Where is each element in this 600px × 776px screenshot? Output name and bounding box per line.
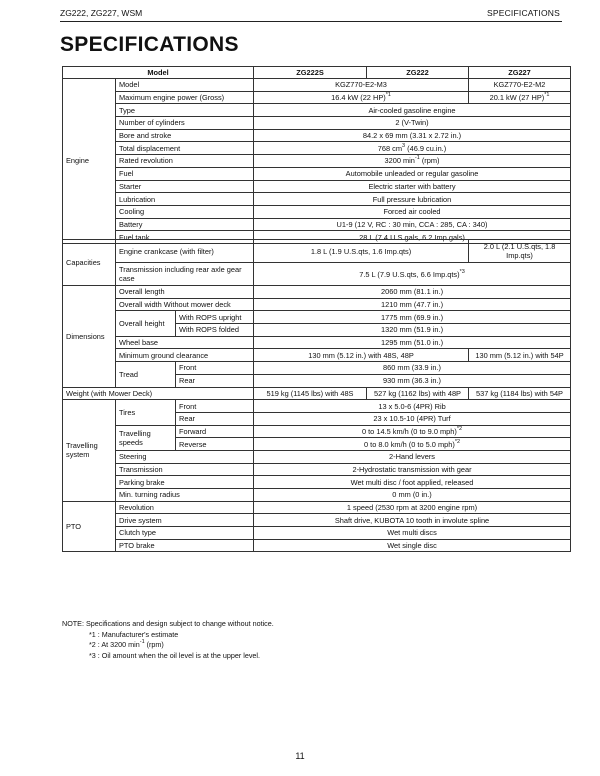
cell-value: 2-Hydrostatic transmission with gear: [254, 463, 571, 476]
table-row: [63, 129, 571, 142]
row-label: Tires: [116, 400, 176, 425]
header-model: Model: [63, 67, 254, 79]
table-row: [63, 79, 571, 92]
cell-value: Electric starter with battery: [254, 180, 571, 193]
row-label: Tread: [116, 362, 176, 387]
cell-value: 537 kg (1184 lbs) with 54P: [469, 387, 571, 400]
row-sublabel: Rear: [176, 412, 254, 425]
cell-value: 0 to 14.5 km/h (0 to 9.0 mph)$^{*2}$: [254, 425, 571, 438]
note-intro: NOTE: Specifications and design subject to change without notice.: [62, 619, 274, 628]
row-label: Transmission including rear axle gear case: [116, 263, 254, 286]
table-row: [63, 180, 571, 193]
table-row: [63, 193, 571, 206]
page-title: SPECIFICATIONS: [60, 33, 239, 56]
table-row: [63, 362, 571, 375]
row-label: Number of cylinders: [116, 117, 254, 130]
cell-value: 20.1 kW (27 HP)$^{*1}$: [469, 91, 571, 104]
cell-value: 16.4 kW (22 HP)$^{*1}$: [254, 91, 469, 104]
cell-value: U1-9 (12 V, RC : 30 min, CCA : 285, CA : 340): [254, 218, 571, 231]
notes: [62, 619, 274, 661]
table-row: [63, 205, 571, 218]
cell-value: 13 x 5.0-6 (4PR) Rib: [254, 400, 571, 413]
cell-value: Full pressure lubrication: [254, 193, 571, 206]
cell-value: 2.0 L (2.1 U.S.qts, 1.8 Imp.qts): [469, 240, 571, 263]
table-row: [63, 463, 571, 476]
cell-value: 1 speed (2530 rpm at 3200 engine rpm): [254, 501, 571, 514]
table-row: [63, 104, 571, 117]
header-zg222: ZG222: [367, 67, 469, 79]
cell-value: 130 mm (5.12 in.) with 54P: [469, 349, 571, 362]
row-label: Starter: [116, 180, 254, 193]
cell-value: 1320 mm (51.9 in.): [254, 324, 571, 337]
table-row: [63, 527, 571, 540]
row-label: Lubrication: [116, 193, 254, 206]
spec-table: [62, 66, 571, 244]
row-label: Overall length: [116, 286, 254, 299]
row-label: Overall width Without mower deck: [116, 298, 254, 311]
table-row: [63, 387, 571, 400]
table-row: [63, 298, 571, 311]
note-3: *3 : Oil amount when the oil level is at the upper level.: [89, 650, 260, 660]
cell-value: 23 x 10.5-10 (4PR) Turf: [254, 412, 571, 425]
table-row: [63, 155, 571, 168]
cell-value: 1.8 L (1.9 U.S.qts, 1.6 Imp.qts): [254, 240, 469, 263]
cell-value: KGZ770-E2-M3: [254, 79, 469, 92]
row-label: Type: [116, 104, 254, 117]
cell-value: Forced air cooled: [254, 205, 571, 218]
row-label: Parking brake: [116, 476, 254, 489]
table-row: [63, 476, 571, 489]
row-label: Rated revolution: [116, 155, 254, 168]
category-travelling: Travelling system: [63, 400, 116, 502]
cell-value: KGZ770-E2-M2: [469, 79, 571, 92]
cell-value: 519 kg (1145 lbs) with 48S: [254, 387, 367, 400]
cell-value: Wet multi disc / foot applied, released: [254, 476, 571, 489]
cell-value: 930 mm (36.3 in.): [254, 374, 571, 387]
table-row: [63, 539, 571, 552]
row-label: Fuel: [116, 167, 254, 180]
row-label: Engine crankcase (with filter): [116, 240, 254, 263]
row-label: Total displacement: [116, 142, 254, 155]
table-row: [63, 167, 571, 180]
table-row: [63, 142, 571, 155]
table-row: [63, 349, 571, 362]
row-label: Transmission: [116, 463, 254, 476]
row-label: Bore and stroke: [116, 129, 254, 142]
cell-value: 768 $cm^3$ (46.9 cu.in.): [254, 142, 571, 155]
cell-value: 1295 mm (51.0 in.): [254, 336, 571, 349]
row-label: Minimum ground clearance: [116, 349, 254, 362]
table-row: [63, 425, 571, 438]
cell-value: 28 L (7.4 U.S.gals, 6.2 Imp.gals): [254, 231, 571, 244]
row-label: Overall height: [116, 311, 176, 336]
row-sublabel: Reverse: [176, 438, 254, 451]
row-label: Cooling: [116, 205, 254, 218]
row-label: Model: [116, 79, 254, 92]
cell-value: 0 mm (0 in.): [254, 489, 571, 502]
cell-value: 130 mm (5.12 in.) with 48S, 48P: [254, 349, 469, 362]
table-row: [63, 286, 571, 299]
row-label: Wheel base: [116, 336, 254, 349]
row-label: Steering: [116, 450, 254, 463]
cell-value: 2 (V-Twin): [254, 117, 571, 130]
row-label: Maximum engine power (Gross): [116, 91, 254, 104]
header-rule: [60, 21, 562, 22]
table-row: [63, 450, 571, 463]
table-row: [63, 218, 571, 231]
header-left: ZG222, ZG227, WSM: [60, 8, 143, 18]
row-label: Travelling speeds: [116, 425, 176, 450]
row-label: Weight (with Mower Deck): [63, 387, 254, 400]
cell-value: Shaft drive, KUBOTA 10 tooth in involute spline: [254, 514, 571, 527]
table-row: [63, 311, 571, 324]
row-label: Min. turning radius: [116, 489, 254, 502]
cell-value: 2-Hand levers: [254, 450, 571, 463]
note-1: *1 : Manufacturer's estimate: [89, 629, 179, 639]
category-pto: PTO: [63, 501, 116, 552]
table-row: [63, 91, 571, 104]
row-sublabel: Rear: [176, 374, 254, 387]
page-number: 11: [295, 751, 305, 761]
table-header-row: [63, 67, 571, 79]
header-zg222s: ZG222S: [254, 67, 367, 79]
row-label: Revolution: [116, 501, 254, 514]
row-sublabel: Front: [176, 362, 254, 375]
cell-value: 1775 mm (69.9 in.): [254, 311, 571, 324]
row-sublabel: Forward: [176, 425, 254, 438]
table-row: [63, 400, 571, 413]
cell-value: Wet multi discs: [254, 527, 571, 540]
cell-value: Wet single disc: [254, 539, 571, 552]
cell-value: 0 to 8.0 km/h (0 to 5.0 mph)$^{*2}$: [254, 438, 571, 451]
cell-value: Air-cooled gasoline engine: [254, 104, 571, 117]
row-sublabel: With ROPS upright: [176, 311, 254, 324]
cell-value: 527 kg (1162 lbs) with 48P: [367, 387, 469, 400]
header-right: SPECIFICATIONS: [486, 8, 560, 18]
cell-value: 860 mm (33.9 in.): [254, 362, 571, 375]
spec-table-continued: [62, 239, 571, 552]
row-sublabel: Front: [176, 400, 254, 413]
row-sublabel: With ROPS folded: [176, 324, 254, 337]
note-2: *2 : At 3200 $\min^{-1} (rpm)$: [89, 639, 164, 650]
category-dimensions: Dimensions: [63, 286, 116, 388]
row-label: PTO brake: [116, 539, 254, 552]
row-label: Fuel tank: [116, 231, 254, 244]
row-label: Clutch type: [116, 527, 254, 540]
table-row: [63, 489, 571, 502]
table-row: [63, 240, 571, 263]
header-zg227: ZG227: [469, 67, 571, 79]
table-row: [63, 263, 571, 286]
category-engine: Engine: [63, 79, 116, 244]
cell-value: 3200 $\min^{-1} (rpm)$: [254, 155, 571, 168]
table-row: [63, 501, 571, 514]
cell-value: 2060 mm (81.1 in.): [254, 286, 571, 299]
cell-value: Automobile unleaded or regular gasoline: [254, 167, 571, 180]
category-capacities: Capacities: [63, 240, 116, 286]
table-row: [63, 117, 571, 130]
table-row: [63, 514, 571, 527]
row-label: Drive system: [116, 514, 254, 527]
cell-value: 7.5 L (7.9 U.S.qts, 6.6 Imp.qts)$^{*3}$: [254, 263, 571, 286]
cell-value: 1210 mm (47.7 in.): [254, 298, 571, 311]
table-row: [63, 336, 571, 349]
cell-value: 84.2 x 69 mm (3.31 x 2.72 in.): [254, 129, 571, 142]
row-label: Battery: [116, 218, 254, 231]
